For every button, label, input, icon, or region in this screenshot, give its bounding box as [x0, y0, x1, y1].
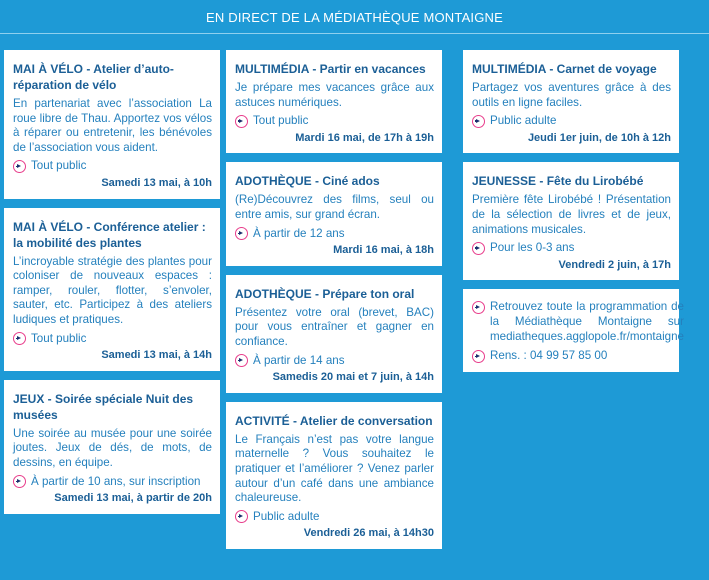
event-title: MULTIMÉDIA - Partir en vacances	[235, 62, 426, 76]
event-date: Samedi 13 mai, à 10h	[101, 176, 212, 189]
event-card	[4, 380, 220, 514]
audience-label: Tout public	[253, 114, 309, 128]
event-title: ADOTHÈQUE - Ciné ados	[235, 174, 380, 189]
audience-label: Pour les 0-3 ans	[490, 241, 575, 255]
programme-text: Retrouvez toute la programmation de la Médiathèque Montaigne sur mediatheques.agglopole.fr/montaigne	[490, 300, 685, 343]
column-2	[226, 50, 442, 558]
event-card	[226, 50, 442, 153]
arrow-right-icon	[472, 350, 485, 363]
event-date: Samedi 13 mai, à partir de 20h	[54, 492, 212, 505]
arrow-right-icon	[235, 227, 248, 240]
contact-info	[472, 349, 671, 364]
info-card	[463, 289, 685, 371]
event-description: Partagez vos aventures grâce à des outils en ligne faciles.	[472, 81, 671, 109]
audience-label: Tout public	[31, 331, 87, 345]
event-audience	[472, 241, 671, 256]
event-title: ADOTHÈQUE - Prépare ton oral	[235, 286, 415, 301]
arrow-right-icon	[235, 115, 248, 128]
event-audience	[235, 227, 434, 242]
programme-info	[472, 300, 685, 344]
event-card	[463, 50, 679, 153]
event-audience	[13, 159, 212, 174]
event-card	[4, 50, 220, 199]
event-title: MAI À VÉLO - Atelier d’auto-réparation de vélo	[13, 62, 174, 92]
event-date: Vendredi 2 juin, à 17h	[558, 258, 671, 271]
contact-text: Rens. : 04 99 57 85 00	[490, 349, 608, 363]
column-3	[463, 50, 685, 381]
event-description: Première fête Lirobébé ! Présentation de la sélection de livres et de jeux, animations musicales.	[472, 193, 671, 236]
event-date: Mardi 16 mai, à 18h	[333, 244, 434, 257]
arrow-right-icon	[13, 475, 26, 488]
event-card	[226, 402, 442, 549]
event-audience	[13, 332, 212, 347]
event-audience	[13, 475, 212, 490]
audience-label: À partir de 10 ans, sur inscription	[31, 474, 201, 488]
event-title: MAI À VÉLO - Conférence atelier : la mobilité des plantes	[13, 219, 206, 250]
event-description: Une soirée au musée pour une soirée joutes. Jeux de dés, de mots, de dessins, en équipe.	[13, 426, 212, 469]
event-date: Samedis 20 mai et 7 juin, à 14h	[272, 371, 434, 384]
arrow-right-icon	[472, 242, 485, 255]
audience-label: Public adulte	[253, 509, 320, 523]
event-description: (Re)Découvrez des films, seul ou entre amis, sur grand écran.	[235, 193, 434, 221]
event-date: Samedi 13 mai, à 14h	[101, 349, 212, 362]
column-1	[4, 50, 220, 523]
event-description: Le Français n’est pas votre langue maternelle ? Vous souhaitez le pratiquer et l’améliorer ? Venez parler autour d’un café dans une ambiance chaleureuse.	[235, 432, 434, 505]
section-banner: EN DIRECT DE LA MÉDIATHÈQUE MONTAIGNE	[205, 10, 504, 25]
arrow-right-icon	[13, 332, 26, 345]
banner-divider	[0, 33, 709, 34]
audience-label: À partir de 12 ans	[253, 226, 345, 240]
event-audience	[235, 510, 434, 525]
audience-label: Tout public	[31, 159, 87, 173]
event-description: En partenariat avec l’association La roue libre de Thau. Apportez vos vélos à réparer ou entretenir, les bénévoles de l’association vous aident.	[13, 97, 212, 154]
event-title: ACTIVITÉ - Atelier de conversation	[235, 413, 433, 428]
event-description: Présentez votre oral (brevet, BAC) pour vous entraîner et gagner en confiance.	[235, 305, 434, 348]
event-card	[463, 162, 679, 280]
audience-label: À partir de 14 ans	[253, 353, 345, 367]
arrow-right-icon	[472, 301, 485, 314]
event-description: Je prépare mes vacances grâce aux astuces numériques.	[235, 81, 434, 109]
event-date: Mardi 16 mai, de 17h à 19h	[295, 131, 434, 144]
event-audience	[235, 354, 434, 369]
arrow-right-icon	[472, 115, 485, 128]
event-date: Jeudi 1er juin, de 10h à 12h	[527, 131, 671, 144]
event-description: L’incroyable stratégie des plantes pour coloniser de nouveaux espaces : ramper, rouler, flotter, s’envoler, sauter, etc. Participez à des ateliers ludiques et pratiques.	[13, 254, 212, 326]
event-audience	[472, 114, 671, 129]
event-title: MULTIMÉDIA - Carnet de voyage	[472, 62, 657, 76]
event-card	[226, 162, 442, 265]
event-title: JEUX - Soirée spéciale Nuit des musées	[13, 391, 194, 422]
event-title: JEUNESSE - Fête du Lirobébé	[472, 174, 644, 189]
arrow-right-icon	[13, 160, 26, 173]
event-audience	[235, 114, 434, 129]
audience-label: Public adulte	[490, 114, 557, 128]
event-card	[226, 275, 442, 393]
arrow-right-icon	[235, 510, 248, 523]
arrow-right-icon	[235, 354, 248, 367]
event-date: Vendredi 26 mai, à 14h30	[303, 527, 434, 540]
event-card	[4, 208, 220, 371]
